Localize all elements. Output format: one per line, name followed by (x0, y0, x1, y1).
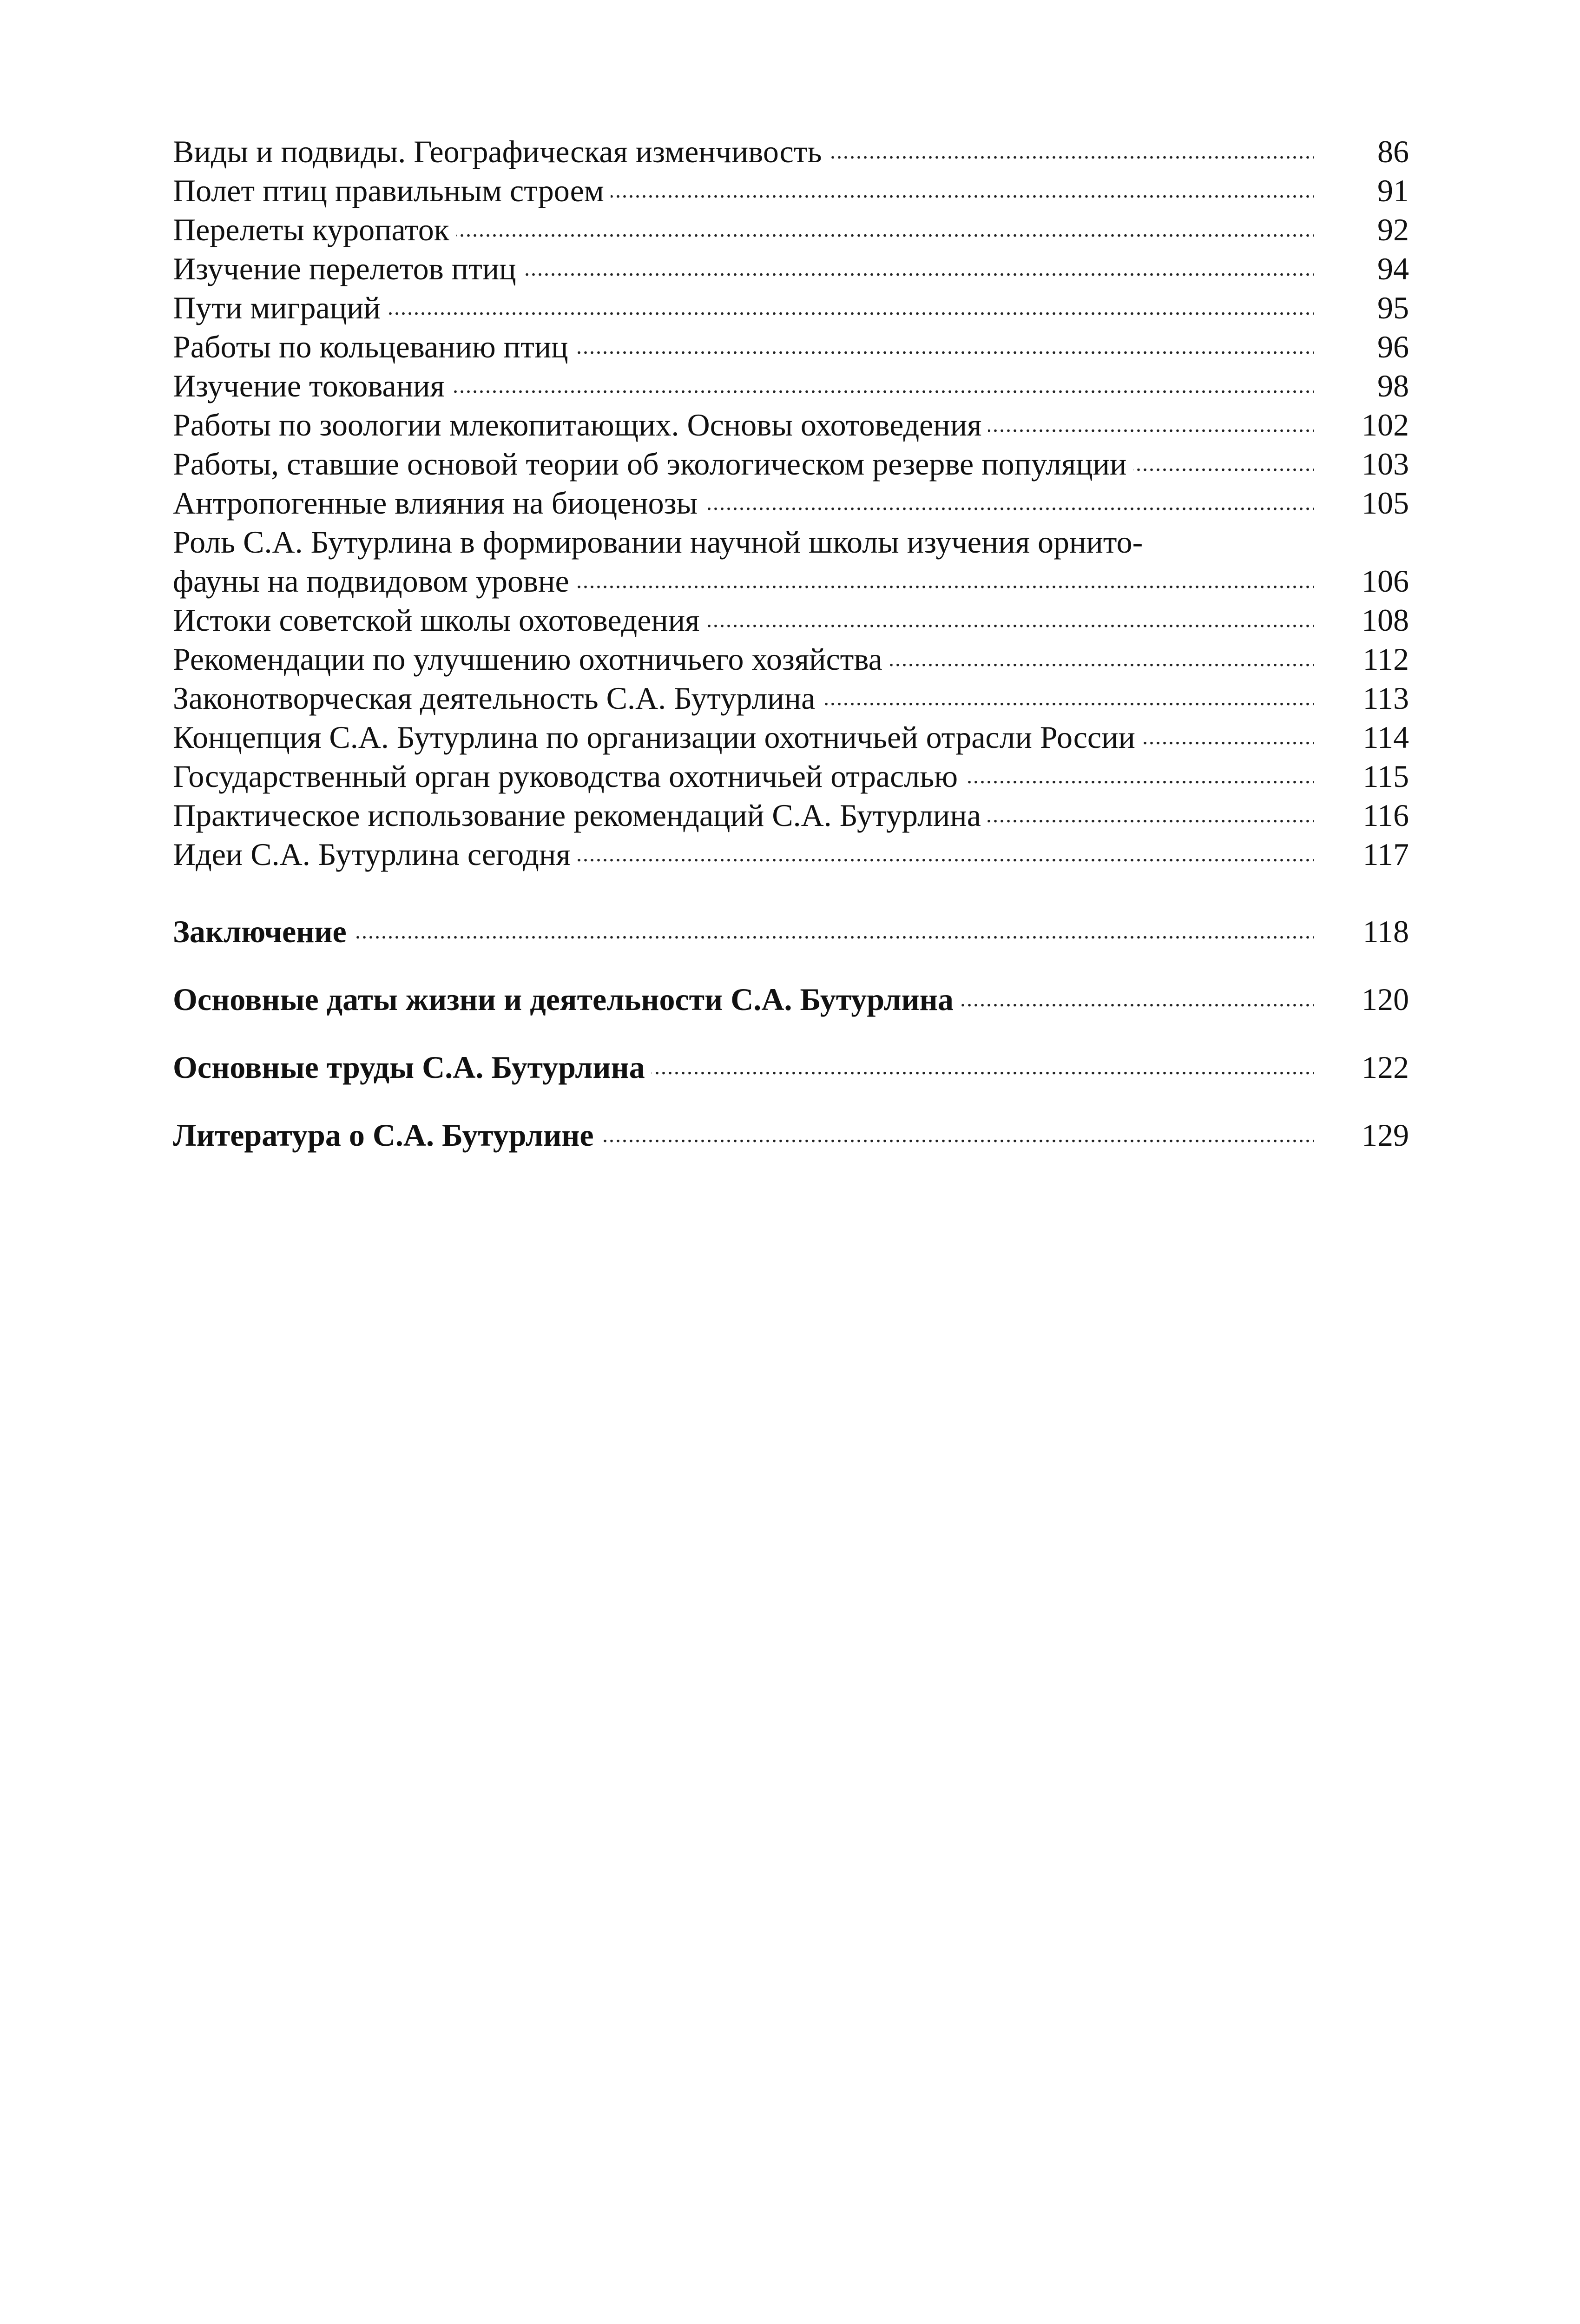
toc-entry-page: 94 (1377, 251, 1409, 286)
toc-section-entry[interactable] (173, 1048, 1409, 1087)
toc-entry-page: 116 (1363, 798, 1409, 833)
toc-entry[interactable] (173, 327, 1409, 366)
toc-entry-title: Виды и подвиды. Географическая изменчивость (173, 134, 829, 169)
toc-entry-title: Концепция С.А. Бутурлина по организации охотничьей отрасли России (173, 720, 1142, 755)
toc-section-title: Основные труды С.А. Бутурлина (173, 1050, 652, 1085)
toc-entry-title-line2: фауны на подвидовом уровне (173, 563, 576, 599)
toc-entry-title: Работы, ставшие основой теории об экологическом резерве популяции (173, 446, 1133, 482)
toc-entry[interactable] (173, 366, 1409, 405)
toc-entry[interactable] (173, 210, 1409, 249)
toc-entry-page: 113 (1363, 680, 1409, 716)
table-of-contents (173, 132, 1409, 1183)
toc-section-title: Основные даты жизни и деятельности С.А. Бутурлина (173, 982, 960, 1017)
section-gap (173, 874, 1409, 912)
toc-entry-title: Изучение перелетов птиц (173, 251, 523, 286)
toc-entry-title: Пути миграций (173, 290, 387, 325)
toc-entry-page: 102 (1362, 407, 1409, 442)
toc-entry-page: 86 (1377, 134, 1409, 169)
toc-section-entry[interactable] (173, 980, 1409, 1019)
toc-entry-title: Работы по кольцеванию птиц (173, 329, 575, 364)
toc-entry-page: 92 (1377, 212, 1409, 247)
toc-entry-title: Работы по зоологии млекопитающих. Основы охотоведения (173, 407, 988, 442)
toc-entry-page: 96 (1377, 329, 1409, 364)
toc-entry-title: Практическое использование рекомендаций С.А. Бутурлина (173, 798, 988, 833)
toc-entry-title: Идеи С.А. Бутурлина сегодня (173, 837, 577, 872)
toc-section-page: 118 (1363, 914, 1409, 949)
toc-entry[interactable] (173, 679, 1409, 718)
toc-entry[interactable] (173, 796, 1409, 835)
toc-entry[interactable] (173, 405, 1409, 444)
toc-section-page: 120 (1362, 982, 1409, 1017)
toc-entry-title: Рекомендации по улучшению охотничьего хозяйства (173, 641, 889, 677)
toc-entry[interactable] (173, 601, 1409, 640)
toc-entry-page: 103 (1362, 446, 1409, 482)
toc-entry-title: Антропогенные влияния на биоценозы (173, 485, 704, 521)
toc-section-title: Литература о С.А. Бутурлине (173, 1117, 600, 1153)
toc-entry[interactable] (173, 483, 1409, 522)
toc-entry-page: 112 (1363, 641, 1409, 677)
toc-entry[interactable] (173, 522, 1409, 601)
toc-entry-page: 115 (1363, 759, 1409, 794)
toc-entry[interactable] (173, 288, 1409, 327)
toc-entry-page: 117 (1363, 837, 1409, 872)
toc-section-entry[interactable] (173, 1116, 1409, 1155)
toc-entry-page: 106 (1362, 563, 1409, 599)
toc-section-page: 122 (1362, 1050, 1409, 1085)
toc-entry[interactable] (173, 171, 1409, 210)
toc-entry-title: Перелеты куропаток (173, 212, 456, 247)
toc-entry-title: Государственный орган руководства охотничьей отраслью (173, 759, 964, 794)
toc-entry[interactable] (173, 132, 1409, 171)
toc-entry-title: Истоки советской школы охотоведения (173, 602, 706, 638)
toc-entry[interactable] (173, 718, 1409, 757)
toc-entry-title: Изучение токования (173, 368, 451, 403)
toc-entry-title: Полет птиц правильным строем (173, 173, 611, 208)
toc-entry-page: 105 (1362, 485, 1409, 521)
toc-entry[interactable] (173, 249, 1409, 288)
toc-entry[interactable] (173, 444, 1409, 483)
toc-entry[interactable] (173, 640, 1409, 679)
toc-section-page: 129 (1362, 1117, 1409, 1153)
toc-entry-page: 98 (1377, 368, 1409, 403)
toc-entry[interactable] (173, 757, 1409, 796)
toc-section-entry[interactable] (173, 912, 1409, 951)
toc-entry-page: 91 (1377, 173, 1409, 208)
toc-entry-page: 95 (1377, 290, 1409, 325)
toc-entry-title: Законотворческая деятельность С.А. Бутурлина (173, 680, 822, 716)
toc-entry-page: 114 (1363, 720, 1409, 755)
toc-entry-title-line1: Роль С.А. Бутурлина в формировании научной школы изучения орнито- (173, 524, 1143, 560)
toc-entry-page: 108 (1362, 602, 1409, 638)
toc-entry[interactable] (173, 835, 1409, 874)
toc-section-title: Заключение (173, 914, 353, 949)
